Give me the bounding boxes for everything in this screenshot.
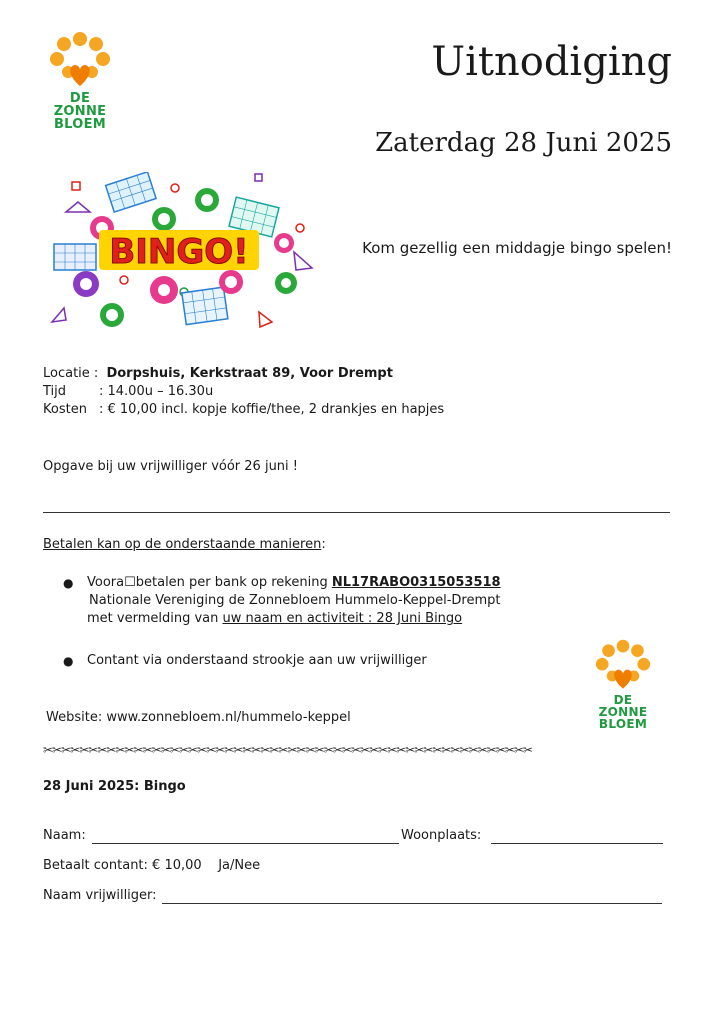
bullet-icon: ●	[63, 654, 74, 668]
bank-reference: uw naam en activiteit : 28 Juni Bingo	[222, 611, 463, 626]
cash-text: Contant via onderstaand strookje aan uw vrijwilliger	[87, 653, 427, 668]
location-row	[43, 365, 683, 383]
separator-line	[43, 512, 670, 513]
intro-text: Kom gezellig een middagje bingo spelen!	[362, 239, 672, 257]
time-label: Tijd	[43, 384, 67, 399]
bank-org: Nationale Vereniging de Zonnebloem Hummelo-Keppel-Drempt	[89, 593, 501, 608]
iban: NL17RABO0315053518	[331, 575, 501, 590]
volunteer-label: Naam vrijwilliger:	[43, 888, 157, 903]
name-label: Naam:	[43, 828, 86, 843]
sunflower-icon	[44, 30, 116, 92]
bullet-icon: ●	[63, 576, 74, 590]
payment-option-bank	[63, 574, 623, 628]
logo-line2: ZONNE	[53, 104, 107, 119]
cost-label: Kosten	[43, 402, 87, 417]
cut-line: ✂✂✂✂✂✂✂✂✂✂✂✂✂✂✂✂✂✂✂✂✂✂✂✂✂✂✂✂✂✂✂✂✂✂✂✂✂✂✂✂✂✂✂✂✂✂✂✂✂✂✂✂✂✂	[43, 743, 532, 757]
time-row	[43, 383, 683, 401]
name-field-line[interactable]	[92, 843, 399, 844]
payment-heading-text: Betalen kan op de onderstaande manieren	[43, 537, 322, 552]
location-label: Locatie :	[43, 366, 99, 381]
page-title: Uitnodiging	[431, 39, 672, 85]
logo-line2: ZONNE	[598, 705, 648, 719]
logo-line1: DE	[613, 693, 633, 707]
zonnebloem-logo-bottom	[590, 638, 656, 733]
bingo-illustration	[44, 172, 319, 332]
signup-text: Opgave bij uw vrijwilliger vóór 26 juni !	[43, 459, 299, 474]
bank-reference-prefix: met vermelding van	[87, 611, 223, 626]
website-text: Website: www.zonnebloem.nl/hummelo-keppel	[46, 710, 351, 725]
payment-heading	[43, 536, 326, 554]
cost-value: : € 10,00 incl. kopje koffie/thee, 2 drankjes en hapjes	[99, 402, 445, 417]
payment-heading-colon: :	[321, 537, 326, 552]
logo-line1: DE	[69, 91, 91, 106]
event-details	[43, 365, 683, 419]
bingo-title-text: BINGO!	[109, 232, 249, 272]
paid-row: Betaalt contant: € 10,00 Ja/Nee	[43, 858, 261, 873]
sunflower-icon	[590, 638, 656, 694]
residence-field-line[interactable]	[491, 843, 663, 844]
bank-prefix: Voora☐betalen per bank op rekening	[87, 575, 332, 590]
time-value: : 14.00u – 16.30u	[99, 384, 214, 399]
logo-line3: BLOEM	[53, 117, 107, 132]
cost-row	[43, 401, 683, 419]
slip-title: 28 Juni 2025: Bingo	[43, 779, 186, 794]
location-value: Dorpshuis, Kerkstraat 89, Voor Drempt	[106, 366, 393, 381]
payment-option-cash	[63, 652, 427, 670]
volunteer-field-line[interactable]	[162, 903, 662, 904]
zonnebloem-logo-top	[44, 30, 116, 135]
event-date: Zaterdag 28 Juni 2025	[375, 128, 672, 158]
logo-line3: BLOEM	[598, 717, 648, 731]
residence-label: Woonplaats:	[401, 828, 482, 843]
